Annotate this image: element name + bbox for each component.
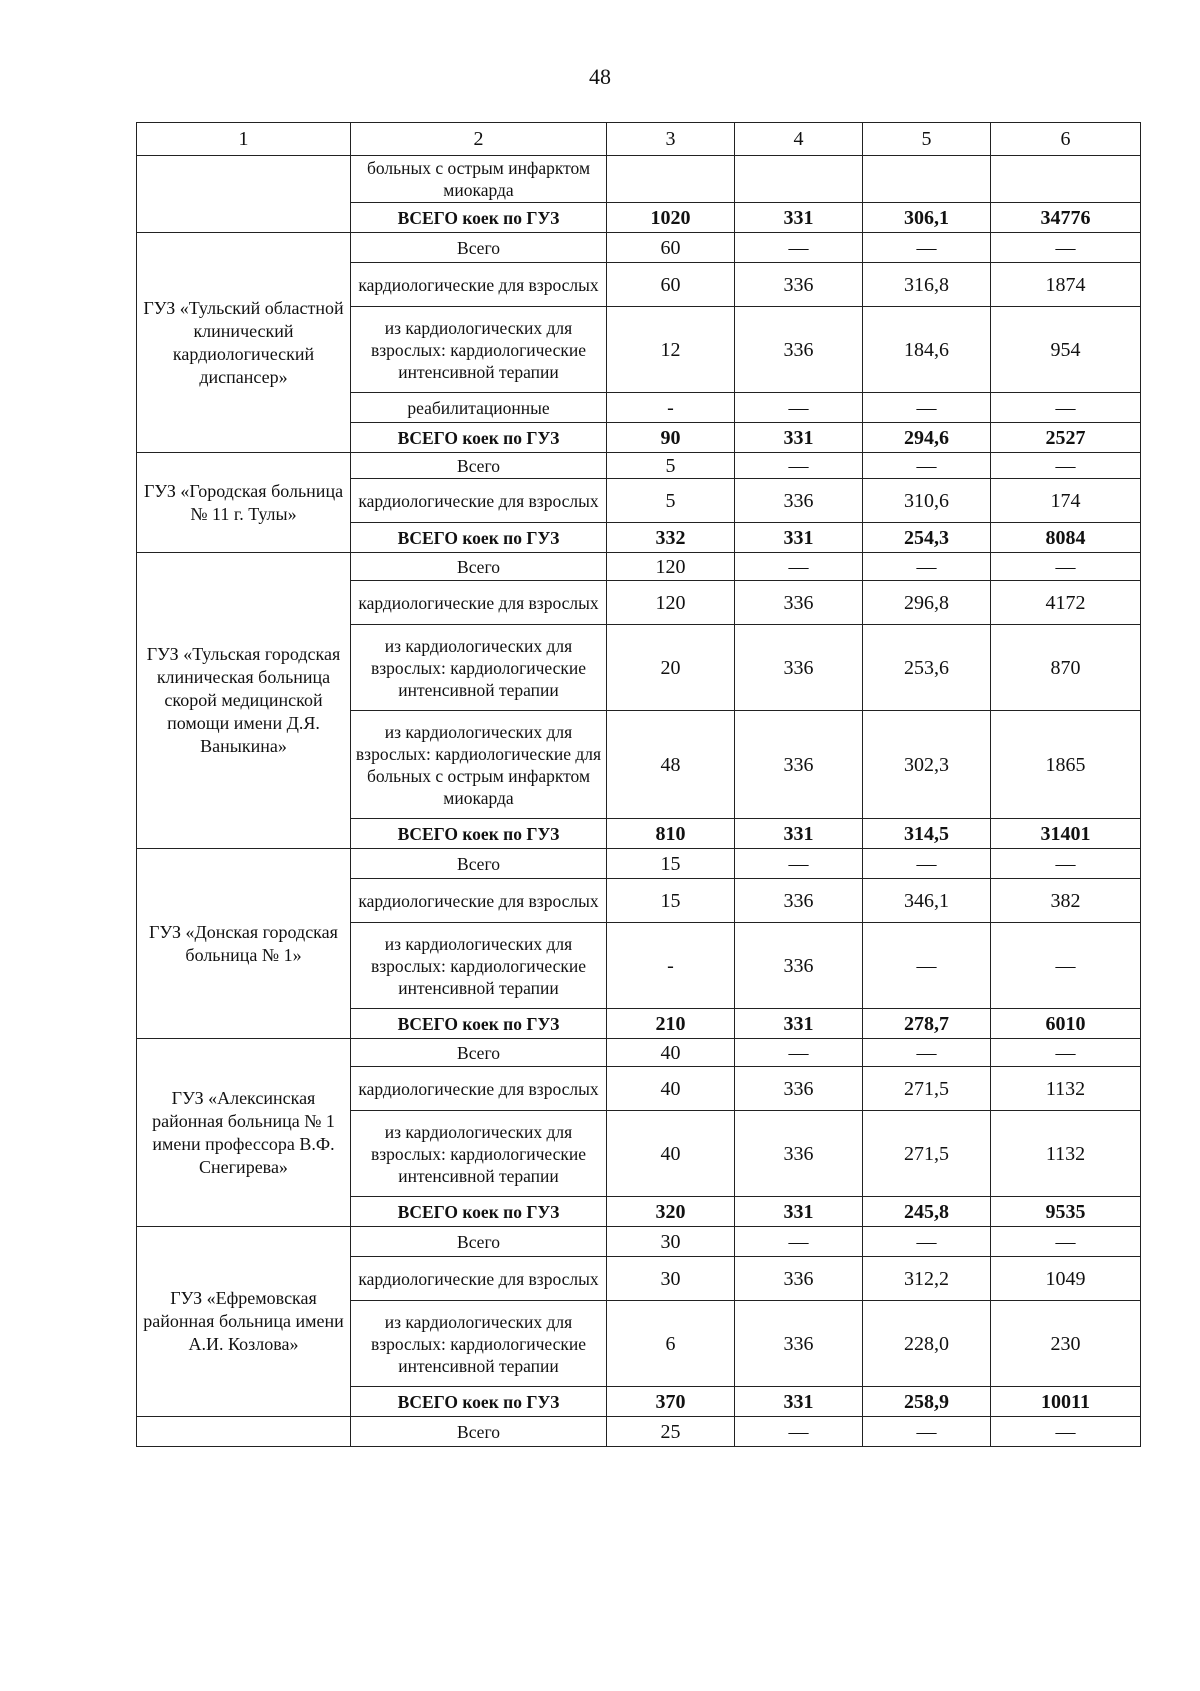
value-cell-c6: 4172: [991, 581, 1141, 625]
value-cell-c6: 31401: [991, 819, 1141, 849]
value-cell-c4: —: [735, 849, 863, 879]
value-cell-c5: 258,9: [863, 1387, 991, 1417]
table-row: [137, 1417, 1141, 1447]
bed-profile-label: ВСЕГО коек по ГУЗ: [351, 1197, 607, 1227]
value-cell-c5: —: [863, 553, 991, 581]
value-cell-c5: —: [863, 1039, 991, 1067]
value-cell-c3: 810: [607, 819, 735, 849]
column-header-4: 4: [735, 123, 863, 156]
value-cell-c6: 2527: [991, 423, 1141, 453]
value-cell-c6: —: [991, 1417, 1141, 1447]
value-cell-c5: 312,2: [863, 1257, 991, 1301]
value-cell-c4: 336: [735, 923, 863, 1009]
bed-profile-label: ВСЕГО коек по ГУЗ: [351, 819, 607, 849]
bed-profile-label: Всего: [351, 849, 607, 879]
value-cell-c3: 30: [607, 1227, 735, 1257]
value-cell-c5: 310,6: [863, 479, 991, 523]
bed-profile-label: ВСЕГО коек по ГУЗ: [351, 203, 607, 233]
table-row: [137, 1227, 1141, 1257]
bed-profile-label: кардиологические для взрослых: [351, 263, 607, 307]
bed-profile-label: Всего: [351, 1227, 607, 1257]
bed-profile-label: Всего: [351, 553, 607, 581]
value-cell-c3: -: [607, 923, 735, 1009]
table-row: [137, 1039, 1141, 1067]
value-cell-c5: —: [863, 1227, 991, 1257]
bed-profile-label: из кардиологических для взрослых: кардиологические интенсивной терапии: [351, 1111, 607, 1197]
value-cell-c3: 48: [607, 711, 735, 819]
value-cell-c3: 370: [607, 1387, 735, 1417]
value-cell-c3: 40: [607, 1067, 735, 1111]
bed-profile-label: больных с острым инфарктом миокарда: [351, 156, 607, 203]
value-cell-c5: —: [863, 1417, 991, 1447]
value-cell-c3: -: [607, 393, 735, 423]
value-cell-c6: [991, 156, 1141, 203]
value-cell-c5: 316,8: [863, 263, 991, 307]
table-row: [137, 553, 1141, 581]
value-cell-c5: —: [863, 393, 991, 423]
organization-name: [137, 156, 351, 233]
value-cell-c3: 120: [607, 581, 735, 625]
value-cell-c4: 336: [735, 1301, 863, 1387]
value-cell-c5: 245,8: [863, 1197, 991, 1227]
value-cell-c5: 294,6: [863, 423, 991, 453]
value-cell-c3: 25: [607, 1417, 735, 1447]
bed-profile-label: из кардиологических для взрослых: кардиологические интенсивной терапии: [351, 1301, 607, 1387]
bed-capacity-table: [136, 122, 1141, 1447]
value-cell-c6: 230: [991, 1301, 1141, 1387]
value-cell-c5: 271,5: [863, 1111, 991, 1197]
value-cell-c6: 8084: [991, 523, 1141, 553]
value-cell-c4: —: [735, 393, 863, 423]
bed-profile-label: кардиологические для взрослых: [351, 879, 607, 923]
bed-profile-label: Всего: [351, 1039, 607, 1067]
value-cell-c3: [607, 156, 735, 203]
value-cell-c6: —: [991, 1039, 1141, 1067]
value-cell-c4: —: [735, 233, 863, 263]
organization-name: ГУЗ «Городская больница № 11 г. Тулы»: [137, 453, 351, 553]
value-cell-c3: 40: [607, 1111, 735, 1197]
value-cell-c5: 184,6: [863, 307, 991, 393]
value-cell-c3: 15: [607, 849, 735, 879]
value-cell-c4: —: [735, 1417, 863, 1447]
organization-name: [137, 1417, 351, 1447]
value-cell-c5: 253,6: [863, 625, 991, 711]
value-cell-c5: —: [863, 233, 991, 263]
value-cell-c6: —: [991, 453, 1141, 479]
value-cell-c5: 314,5: [863, 819, 991, 849]
value-cell-c4: —: [735, 553, 863, 581]
value-cell-c5: —: [863, 923, 991, 1009]
value-cell-c3: 40: [607, 1039, 735, 1067]
value-cell-c6: —: [991, 849, 1141, 879]
organization-name: ГУЗ «Донская городская больница № 1»: [137, 849, 351, 1039]
value-cell-c5: —: [863, 849, 991, 879]
value-cell-c6: —: [991, 923, 1141, 1009]
value-cell-c4: 336: [735, 625, 863, 711]
bed-profile-label: Всего: [351, 453, 607, 479]
bed-profile-label: ВСЕГО коек по ГУЗ: [351, 523, 607, 553]
value-cell-c4: —: [735, 1039, 863, 1067]
table-row: [137, 453, 1141, 479]
value-cell-c3: 5: [607, 453, 735, 479]
value-cell-c6: 34776: [991, 203, 1141, 233]
value-cell-c6: 1132: [991, 1067, 1141, 1111]
bed-profile-label: кардиологические для взрослых: [351, 1067, 607, 1111]
value-cell-c6: 1049: [991, 1257, 1141, 1301]
value-cell-c6: 382: [991, 879, 1141, 923]
value-cell-c5: 306,1: [863, 203, 991, 233]
page-number: 48: [589, 64, 611, 89]
value-cell-c3: 332: [607, 523, 735, 553]
value-cell-c3: 12: [607, 307, 735, 393]
bed-profile-label: Всего: [351, 1417, 607, 1447]
value-cell-c6: —: [991, 553, 1141, 581]
value-cell-c4: 336: [735, 307, 863, 393]
value-cell-c5: 228,0: [863, 1301, 991, 1387]
bed-profile-label: кардиологические для взрослых: [351, 479, 607, 523]
table-row: [137, 156, 1141, 203]
bed-profile-label: ВСЕГО коек по ГУЗ: [351, 1009, 607, 1039]
value-cell-c3: 6: [607, 1301, 735, 1387]
value-cell-c4: 331: [735, 1009, 863, 1039]
value-cell-c3: 320: [607, 1197, 735, 1227]
column-header-6: 6: [991, 123, 1141, 156]
value-cell-c3: 120: [607, 553, 735, 581]
value-cell-c6: 1865: [991, 711, 1141, 819]
value-cell-c5: 254,3: [863, 523, 991, 553]
value-cell-c6: —: [991, 1227, 1141, 1257]
value-cell-c3: 60: [607, 263, 735, 307]
bed-profile-label: из кардиологических для взрослых: кардиологические для больных с острым инфарктом миокарда: [351, 711, 607, 819]
value-cell-c3: 20: [607, 625, 735, 711]
column-number-row: [137, 123, 1141, 156]
value-cell-c5: 296,8: [863, 581, 991, 625]
bed-profile-label: из кардиологических для взрослых: кардиологические интенсивной терапии: [351, 307, 607, 393]
value-cell-c6: 174: [991, 479, 1141, 523]
value-cell-c6: —: [991, 233, 1141, 263]
value-cell-c3: 30: [607, 1257, 735, 1301]
value-cell-c3: 5: [607, 479, 735, 523]
value-cell-c4: 336: [735, 263, 863, 307]
value-cell-c4: —: [735, 453, 863, 479]
bed-profile-label: Всего: [351, 233, 607, 263]
organization-name: ГУЗ «Алексинская районная больница № 1 имени профессора В.Ф. Снегирева»: [137, 1039, 351, 1227]
value-cell-c4: 336: [735, 1257, 863, 1301]
value-cell-c4: 336: [735, 879, 863, 923]
value-cell-c5: 271,5: [863, 1067, 991, 1111]
value-cell-c6: —: [991, 393, 1141, 423]
value-cell-c3: 60: [607, 233, 735, 263]
value-cell-c4: 336: [735, 1111, 863, 1197]
column-header-3: 3: [607, 123, 735, 156]
value-cell-c4: 331: [735, 1387, 863, 1417]
value-cell-c4: 331: [735, 523, 863, 553]
value-cell-c4: [735, 156, 863, 203]
value-cell-c6: 9535: [991, 1197, 1141, 1227]
value-cell-c4: 336: [735, 479, 863, 523]
value-cell-c4: 331: [735, 423, 863, 453]
value-cell-c4: 331: [735, 203, 863, 233]
value-cell-c6: 10011: [991, 1387, 1141, 1417]
value-cell-c3: 90: [607, 423, 735, 453]
organization-name: ГУЗ «Тульский областной клинический кардиологический диспансер»: [137, 233, 351, 453]
value-cell-c4: —: [735, 1227, 863, 1257]
bed-profile-label: из кардиологических для взрослых: кардиологические интенсивной терапии: [351, 923, 607, 1009]
value-cell-c4: 336: [735, 581, 863, 625]
bed-profile-label: ВСЕГО коек по ГУЗ: [351, 1387, 607, 1417]
value-cell-c3: 15: [607, 879, 735, 923]
value-cell-c5: 278,7: [863, 1009, 991, 1039]
value-cell-c6: 870: [991, 625, 1141, 711]
value-cell-c6: 1874: [991, 263, 1141, 307]
value-cell-c6: 6010: [991, 1009, 1141, 1039]
bed-profile-label: из кардиологических для взрослых: кардиологические интенсивной терапии: [351, 625, 607, 711]
value-cell-c4: 331: [735, 819, 863, 849]
value-cell-c3: 210: [607, 1009, 735, 1039]
value-cell-c6: 954: [991, 307, 1141, 393]
organization-name: ГУЗ «Ефремовская районная больница имени А.И. Козлова»: [137, 1227, 351, 1417]
value-cell-c5: 346,1: [863, 879, 991, 923]
column-header-2: 2: [351, 123, 607, 156]
bed-profile-label: реабилитационные: [351, 393, 607, 423]
bed-profile-label: ВСЕГО коек по ГУЗ: [351, 423, 607, 453]
value-cell-c4: 336: [735, 711, 863, 819]
value-cell-c5: [863, 156, 991, 203]
table-row: [137, 849, 1141, 879]
value-cell-c5: —: [863, 453, 991, 479]
bed-profile-label: кардиологические для взрослых: [351, 1257, 607, 1301]
value-cell-c3: 1020: [607, 203, 735, 233]
value-cell-c6: 1132: [991, 1111, 1141, 1197]
value-cell-c5: 302,3: [863, 711, 991, 819]
bed-profile-label: кардиологические для взрослых: [351, 581, 607, 625]
organization-name: ГУЗ «Тульская городская клиническая больница скорой медицинской помощи имени Д.Я. Ваныкина»: [137, 553, 351, 849]
value-cell-c4: 336: [735, 1067, 863, 1111]
column-header-5: 5: [863, 123, 991, 156]
table-row: [137, 233, 1141, 263]
column-header-1: 1: [137, 123, 351, 156]
value-cell-c4: 331: [735, 1197, 863, 1227]
